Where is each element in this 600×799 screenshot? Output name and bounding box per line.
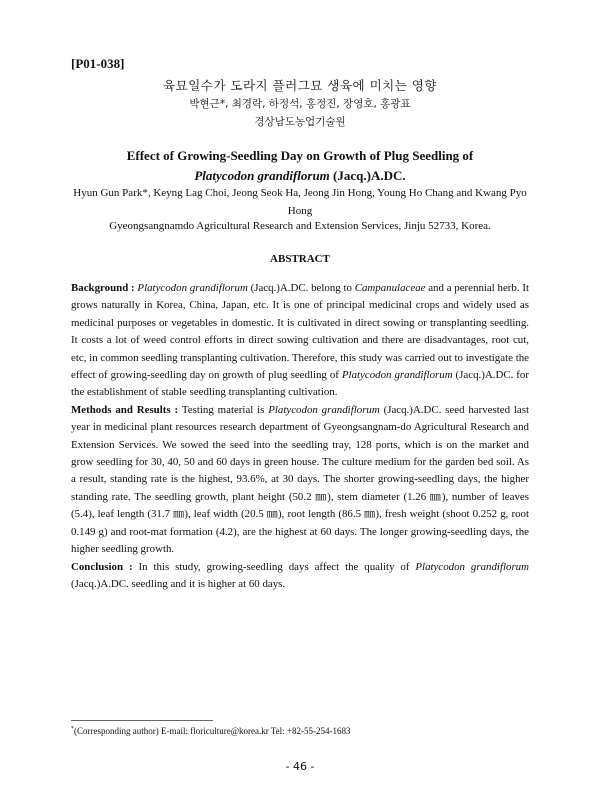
korean-authors: 박현근*, 최경락, 하정석, 홍정진, 장영호, 홍광표	[189, 98, 411, 110]
species-name: Platycodon grandiflorum	[415, 560, 529, 573]
korean-title: 육묘일수가 도라지 플러그묘 생육에 미치는 영향	[163, 78, 437, 93]
text-run: In this study, growing-seedling days affect the quality of	[138, 560, 416, 573]
english-affiliation: Gyeongsangnamdo Agricultural Research and Extension Services, Jinju 52733, Korea.	[109, 220, 491, 232]
methods-paragraph	[71, 402, 529, 559]
text-run: Testing material is	[181, 403, 269, 416]
conclusion-paragraph	[71, 559, 529, 594]
text-run: (Jacq.)A.DC. for the establishment of stable seedling transplanting cultivation.	[71, 369, 529, 399]
poster-code: [P01-038]	[71, 56, 125, 71]
english-title-tail: (Jacq.)A.DC.	[329, 168, 406, 183]
species-name: Platycodon grandiflorum	[137, 282, 248, 294]
english-title	[60, 146, 540, 186]
text-run: (Jacq.)A.DC. seedling and it is higher at 60 days.	[71, 577, 286, 590]
footnote-mark: *	[71, 726, 74, 732]
english-title-line2	[60, 166, 540, 186]
abstract-body	[71, 280, 529, 593]
text-run: (Jacq.)A.DC. belong to	[247, 282, 355, 294]
methods-label: Methods and Results :	[71, 403, 182, 416]
footnote-text: (Corresponding author) E-mail: floriculture@korea.kr Tel: +82-55-254-1683	[74, 726, 351, 736]
korean-affiliation: 경상남도농업기술원	[254, 116, 346, 128]
family-name: Campanulaceae	[354, 282, 426, 294]
conclusion-label: Conclusion :	[71, 560, 139, 573]
english-authors: Hyun Gun Park*, Keyng Lag Choi, Jeong Seok Ha, Jeong Jin Hong, Young Ho Chang and Kwang Pyo Hong	[73, 187, 527, 217]
footnote	[71, 726, 351, 736]
english-title-species: Platycodon grandiflorum	[194, 168, 330, 183]
species-name: Platycodon grandiflorum	[268, 403, 380, 416]
text-run: and a perennial herb. It grows naturally in Korea, China, Japan, etc. It is one of principal medicinal crops and widely used as medicinal purposes or vegetables in domestic. It is cultivated in direct sowing or transplanting seedling. It costs a lot of weed control efforts in direct sowing cultivation and there are disadvantages, root cut, etc, in common seedling transplanting cultivation. Therefore, this study was carried out to investigate the effect of growing-seedling day on growth of plug seedling of	[71, 282, 529, 382]
background-paragraph	[71, 280, 529, 402]
page-number: - 46 -	[285, 760, 315, 773]
background-label: Background :	[71, 282, 138, 294]
species-name: Platycodon grandiflorum	[341, 369, 453, 382]
footnote-divider	[71, 720, 213, 721]
text-run: (Jacq.)A.DC. seed harvested last year in medicinal plant resources research department of Gyeongsangnam-do Agricultural Research and Extension Services. We sowed the seed into the seedling tray, 128 ports, which is on the market and grow seedling for 30, 40, 50 and 60 days in green house. The culture medium for the garden bed soil. As a result, standing rate is the highest, 93.6%, at 30 days. The shorter growing-seedling days, the higher standing rate. The seedling growth, plant height (50.2 ㎜), stem diameter (1.26 ㎜), number of leaves (5.4), leaf length (31.7 ㎜), leaf width (20.5 ㎜), root length (86.5 ㎜), fresh weight (shoot 0.252 g, root 0.149 g) and root-mat formation (4.2), are the highest at 60 days. The longer growing-seedling days, the higher seedling growth.	[71, 403, 530, 556]
english-title-line1: Effect of Growing-Seedling Day on Growth of Plug Seedling of	[126, 148, 474, 163]
abstract-heading: ABSTRACT	[270, 253, 330, 265]
